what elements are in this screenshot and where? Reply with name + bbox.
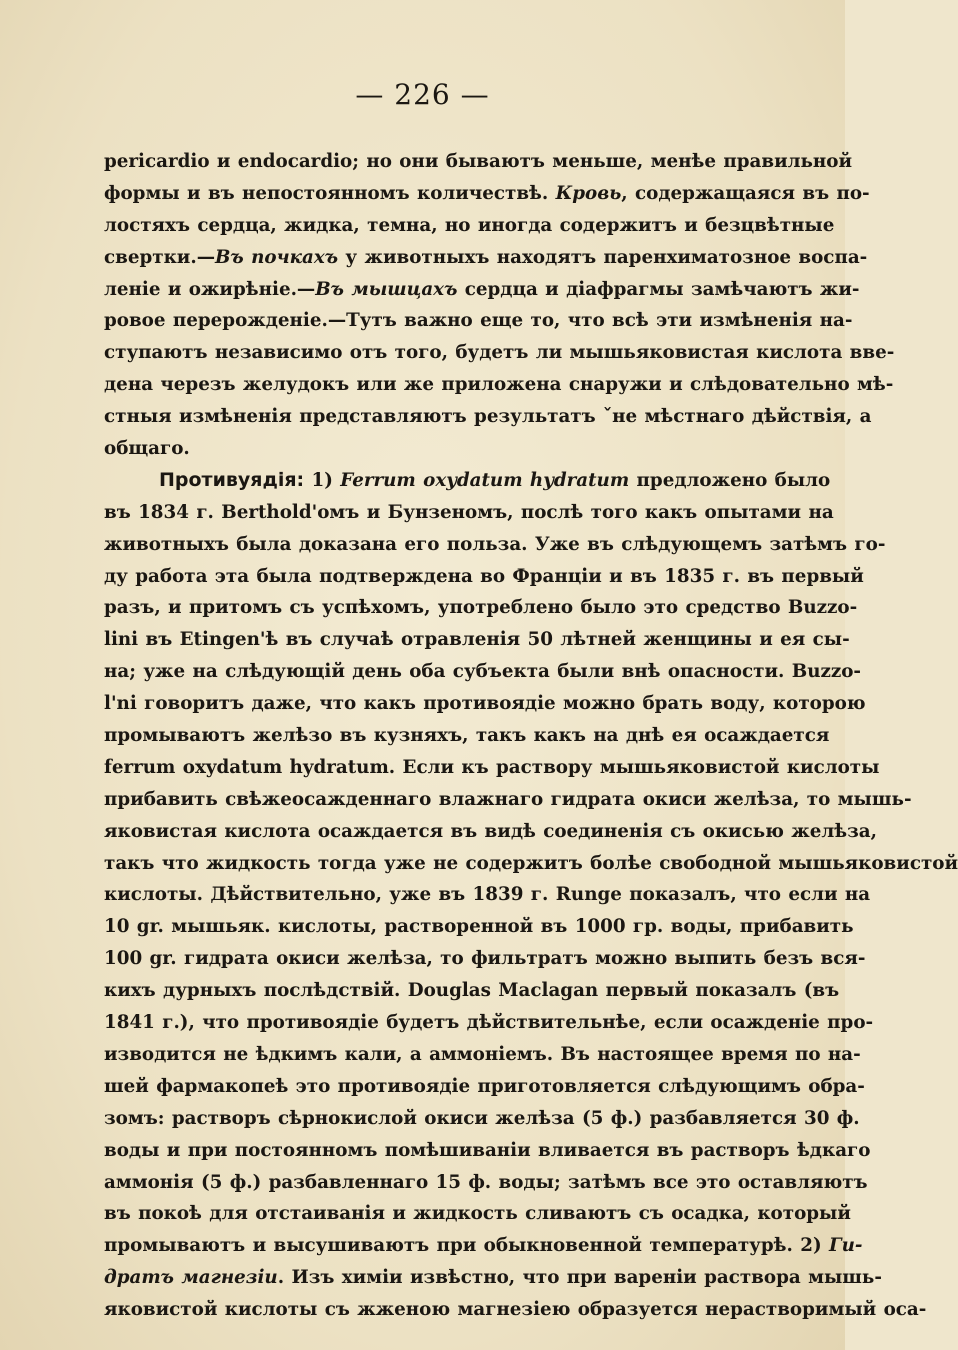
- text-run: леніе и ожирѣніе.—: [104, 278, 316, 300]
- text-line: [104, 1262, 882, 1294]
- text-line: [104, 624, 850, 656]
- text-run: формы и въ непостоянномъ количествѣ.: [104, 182, 556, 204]
- text-run: ровое перерожденіе.—Тутъ важно еще то, что всѣ эти измѣненія на-: [104, 310, 853, 332]
- text-line: [104, 784, 912, 816]
- text-line: [104, 401, 872, 433]
- text-run: l'ni говоритъ даже, что какъ противоядіе можно брать воду, которою: [104, 693, 866, 715]
- text-run: яковистой кислоты съ жженою магнезіею образуется нерастворимый оса-: [104, 1299, 927, 1321]
- text-line: [104, 1135, 871, 1167]
- text-run: . Изъ химіи извѣстно, что при вареніи раствора мышь-: [277, 1267, 882, 1289]
- text-run: 100 gr. гидрата окиси желѣза, то фильтратъ можно выпить безъ вся-: [104, 948, 866, 970]
- text-run: шей фармакопеѣ это противоядіе приготовляется слѣдующимъ обра-: [104, 1075, 865, 1097]
- text-line: [104, 1198, 851, 1230]
- text-line: [104, 274, 860, 306]
- text-line: [104, 1103, 860, 1135]
- text-line: [104, 1167, 868, 1199]
- text-run: 10 gr. мышьяк. кислоты, растворенной въ 1000 гр. воды, прибавить: [104, 916, 854, 938]
- text-line: [104, 337, 895, 369]
- text-run: свертки.—: [104, 246, 215, 268]
- text-line: [104, 242, 868, 274]
- text-run: въ покоѣ для отстаиванія и жидкость сливаютъ съ осадка, который: [104, 1203, 851, 1225]
- text-run: разъ, и притомъ съ успѣхомъ, употреблено было это средство Buzzo-: [104, 597, 858, 619]
- text-line: [104, 943, 866, 975]
- text-line: [104, 720, 830, 752]
- text-line: [104, 465, 831, 497]
- text-line: [104, 1230, 863, 1262]
- text-line: [104, 1294, 927, 1326]
- text-run: лостяхъ сердца, жидка, темна, но иногда содержитъ и безцвѣтные: [104, 214, 835, 236]
- text-line: [104, 433, 826, 465]
- text-run: 1841 г.), что противоядіе будетъ дѣйствительнѣе, если осажденіе про-: [104, 1012, 874, 1034]
- text-run: въ 1834 г. Berthold'омъ и Бунзеномъ, послѣ того какъ опытами на: [104, 501, 834, 523]
- text-line: [104, 816, 877, 848]
- text-line: [104, 1039, 861, 1071]
- text-line: [104, 497, 834, 529]
- text-line: [104, 369, 894, 401]
- text-line: [104, 210, 835, 242]
- text-run: общаго.: [104, 438, 190, 460]
- text-line: [104, 592, 858, 624]
- text-line: [104, 688, 866, 720]
- text-run: у животныхъ находятъ паренхиматозное воспа-: [338, 246, 868, 268]
- italic-text: Кровь: [555, 182, 622, 204]
- text-line: [104, 1071, 865, 1103]
- text-run: зомъ: растворъ сѣрнокислой окиси желѣза (5 ф.) разбавляется 30 ф.: [104, 1107, 860, 1129]
- text-line: [104, 305, 853, 337]
- text-run: аммонія (5 ф.) разбавленнаго 15 ф. воды; затѣмъ все это оставляютъ: [104, 1171, 868, 1193]
- text-line: [104, 911, 854, 943]
- text-line: [104, 752, 880, 784]
- text-run: , содержащаяся въ по-: [621, 182, 870, 204]
- text-run: предложено было: [629, 469, 831, 491]
- text-run: pericardio и endocardio; но они бываютъ меньше, менѣе правильной: [104, 151, 853, 172]
- body-text: [104, 146, 958, 1326]
- text-run: кислоты. Дѣйствительно, уже въ 1839 г. Runge показалъ, что если на: [104, 884, 871, 906]
- text-line: [104, 656, 862, 688]
- text-run: кихъ дурныхъ послѣдствій. Douglas Maclagan первый показалъ (въ: [104, 980, 840, 1002]
- text-run: воды и при постоянномъ помѣшиваніи вливается въ растворъ ѣдкаго: [104, 1139, 871, 1161]
- text-line: [104, 848, 958, 880]
- text-line: [104, 975, 840, 1007]
- text-line: [104, 1007, 874, 1039]
- text-run: промываютъ желѣзо въ кузняхъ, такъ какъ на днѣ ея осаждается: [104, 725, 830, 747]
- text-line: [104, 178, 870, 210]
- italic-text: Въ мышцахъ: [315, 278, 458, 300]
- text-run: сердца и діафрагмы замѣчаютъ жи-: [457, 278, 860, 300]
- text-run: ду работа эта была подтверждена во Франціи и въ 1835 г. въ первый: [104, 565, 864, 587]
- text-line: [104, 529, 886, 561]
- text-run: дена черезъ желудокъ или же приложена снаружи и слѣдовательно мѣ-: [104, 374, 894, 396]
- italic-text: Ferrum oxydatum hydratum: [340, 469, 630, 491]
- text-line: [104, 879, 871, 911]
- text-run: lini въ Etingen'ѣ въ случаѣ отравленія 50 лѣтней женщины и ея сы-: [104, 629, 850, 651]
- italic-text: Ги-: [828, 1235, 863, 1257]
- text-line: [104, 146, 853, 178]
- section-heading: Противуядія:: [159, 468, 305, 491]
- page-number: — 226 —: [355, 78, 490, 111]
- text-run: стныя измѣненія представляютъ результатъ ˇне мѣстнаго дѣйствія, а: [104, 406, 872, 428]
- text-line: [104, 561, 864, 593]
- text-run: прибавить свѣжеосажденнаго влажнаго гидрата окиси желѣза, то мышь-: [104, 788, 912, 810]
- text-run: 1): [304, 469, 341, 491]
- text-run: промываютъ и высушиваютъ при обыкновенной температурѣ. 2): [104, 1235, 829, 1257]
- text-run: яковистая кислота осаждается въ видѣ соединенія съ окисью желѣза,: [104, 820, 877, 842]
- text-run: ferrum oxydatum hydratum. Если къ раствору мышьяковистой кислоты: [104, 756, 880, 778]
- italic-text: Въ почкахъ: [214, 246, 339, 268]
- italic-text: дратъ магнезіи: [104, 1267, 278, 1289]
- text-run: изводится не ѣдкимъ кали, а аммоніемъ. Въ настоящее время по на-: [104, 1043, 861, 1065]
- text-run: такъ что жидкость тогда уже не содержитъ болѣе свободной мышьяковистой: [104, 852, 958, 874]
- text-run: на; уже на слѣдующій день оба субъекта были внѣ опасности. Buzzo-: [104, 661, 862, 683]
- text-run: ступаютъ независимо отъ того, будетъ ли мышьяковистая кислота вве-: [104, 342, 895, 364]
- text-run: животныхъ была доказана его польза. Уже въ слѣдующемъ затѣмъ го-: [104, 533, 886, 555]
